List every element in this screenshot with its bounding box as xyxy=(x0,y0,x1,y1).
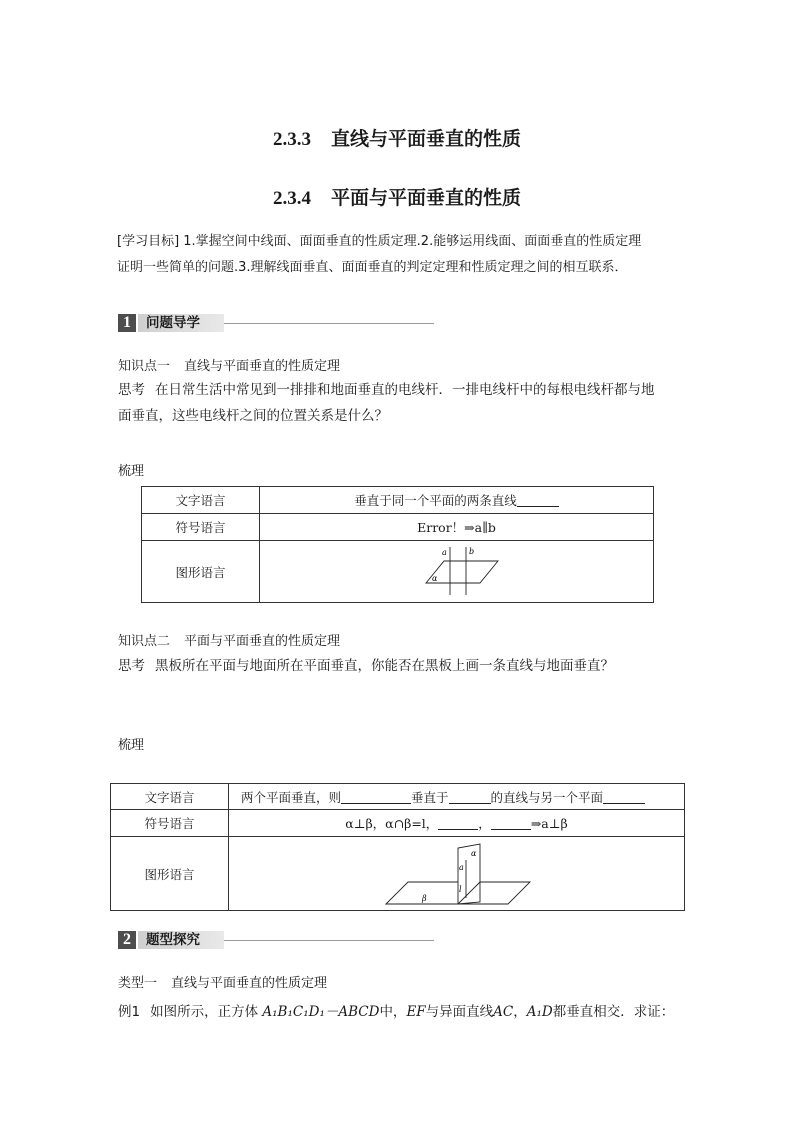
kp-title: 直线与平面垂直的性质定理 xyxy=(184,359,341,374)
plane-alpha xyxy=(458,844,480,904)
table-row xyxy=(111,837,685,911)
section-title: 题型探究 xyxy=(138,931,224,949)
row-content xyxy=(229,810,685,837)
symbol-part-1: α⊥β，α∩β=l， xyxy=(345,816,439,831)
line-a1d: A₁D xyxy=(526,1004,553,1020)
knowledge-point-1-heading xyxy=(118,355,340,374)
text-statement: 垂直于同一个平面的两条直线 xyxy=(354,493,517,508)
title-number: 2.3.3 xyxy=(272,129,311,150)
table-row xyxy=(111,810,685,837)
text-part-1: 两个平面垂直，则 xyxy=(241,789,342,805)
think-question-1 xyxy=(118,377,690,429)
goals-line-1: [学习目标] 1.掌握空间中线面、面面垂直的性质定理.2.能够运用线面、面面垂直的性质定理 xyxy=(117,234,642,249)
knowledge-point-2-heading xyxy=(118,630,340,649)
label-beta: β xyxy=(421,893,427,903)
theorem-table-2 xyxy=(110,783,685,911)
think-tag: 思考 xyxy=(118,382,145,398)
title-text: 平面与平面垂直的性质 xyxy=(330,187,521,209)
label-a: a xyxy=(458,862,464,872)
label-b: b xyxy=(468,546,474,556)
fill-in-blank[interactable] xyxy=(341,790,411,804)
table-row xyxy=(142,541,654,603)
section-number: 1 xyxy=(118,314,136,332)
kp-title: 平面与平面垂直的性质定理 xyxy=(184,634,341,649)
table-row xyxy=(142,487,654,514)
text-part-2: 垂直于 xyxy=(411,789,449,805)
kp-tag: 知识点二 xyxy=(118,634,171,649)
row-content xyxy=(260,514,654,541)
segment-ef: EF xyxy=(406,1004,426,1020)
label-a: a xyxy=(441,547,447,557)
type-tag: 类型一 xyxy=(118,976,158,991)
table-row xyxy=(111,784,685,810)
row-head: 图形语言 xyxy=(111,837,229,911)
label-l: l xyxy=(458,884,462,894)
fill-in-blank[interactable] xyxy=(517,493,559,507)
fill-in-blank[interactable] xyxy=(438,816,478,830)
think-line-1: 在日常生活中常见到一排排和地面垂直的电线杆．一排电线杆中的每根电线杆都与地 xyxy=(155,382,655,398)
row-head: 文字语言 xyxy=(142,487,260,514)
type-1-heading xyxy=(118,972,327,991)
fill-in-blank[interactable] xyxy=(449,790,491,804)
parallel-lines-figure xyxy=(412,545,502,599)
think-tag: 思考 xyxy=(118,658,145,674)
symbol-statement: Error！⇒a∥b xyxy=(417,520,496,535)
section-rule xyxy=(224,940,434,941)
page-subtitle xyxy=(0,183,794,210)
example-text-d: ， xyxy=(513,1004,527,1020)
symbol-part-2: ， xyxy=(478,816,491,831)
page-title xyxy=(0,124,794,151)
summary-label-2: 梳理 xyxy=(118,738,145,753)
cube-name: A₁B₁C₁D₁－ABCD xyxy=(262,1004,380,1020)
think-line-2: 面垂直，这些电线杆之间的位置关系是什么？ xyxy=(118,408,388,424)
row-content xyxy=(260,541,654,603)
row-head: 符号语言 xyxy=(111,810,229,837)
row-content xyxy=(229,837,685,911)
row-content xyxy=(229,784,685,810)
example-tag: 例1 xyxy=(118,1004,141,1020)
summary-label-1: 梳理 xyxy=(118,464,145,479)
learning-goals xyxy=(117,229,687,281)
think-line-1: 黑板所在平面与地面所在平面垂直，你能否在黑板上画一条直线与地面垂直？ xyxy=(155,658,614,674)
think-question-2 xyxy=(118,653,690,679)
fill-in-blank[interactable] xyxy=(603,790,645,804)
section-title: 问题导学 xyxy=(138,314,224,332)
example-text-a: 如图所示，正方体 xyxy=(150,1004,259,1020)
theorem-table-1 xyxy=(141,486,654,603)
text-part-3: 的直线与另一个平面 xyxy=(490,789,604,805)
row-head: 图形语言 xyxy=(142,541,260,603)
fill-in-blank[interactable] xyxy=(491,816,531,830)
title-text: 直线与平面垂直的性质 xyxy=(330,128,521,150)
symbol-part-3: ⇒a⊥β xyxy=(530,816,568,831)
example-text-e: 都垂直相交．求证： xyxy=(552,1004,675,1020)
row-content xyxy=(260,487,654,514)
example-text-b: 中， xyxy=(379,1004,407,1020)
label-alpha: α xyxy=(431,573,437,583)
row-head: 符号语言 xyxy=(142,514,260,541)
row-head: 文字语言 xyxy=(111,784,229,810)
section-number: 2 xyxy=(118,931,136,949)
title-number: 2.3.4 xyxy=(272,188,311,209)
section-rule xyxy=(224,323,434,324)
example-1 xyxy=(118,1000,698,1020)
example-text-c: 与异面直线 xyxy=(425,1004,494,1020)
line-ac: AC xyxy=(493,1004,514,1020)
type-title: 直线与平面垂直的性质定理 xyxy=(171,976,328,991)
table-row xyxy=(142,514,654,541)
perpendicular-planes-figure xyxy=(382,840,532,908)
kp-tag: 知识点一 xyxy=(118,359,171,374)
label-alpha: α xyxy=(470,848,476,858)
goals-line-2: 证明一些简单的问题.3.理解线面垂直、面面垂直的判定定理和性质定理之间的相互联系． xyxy=(117,260,628,275)
